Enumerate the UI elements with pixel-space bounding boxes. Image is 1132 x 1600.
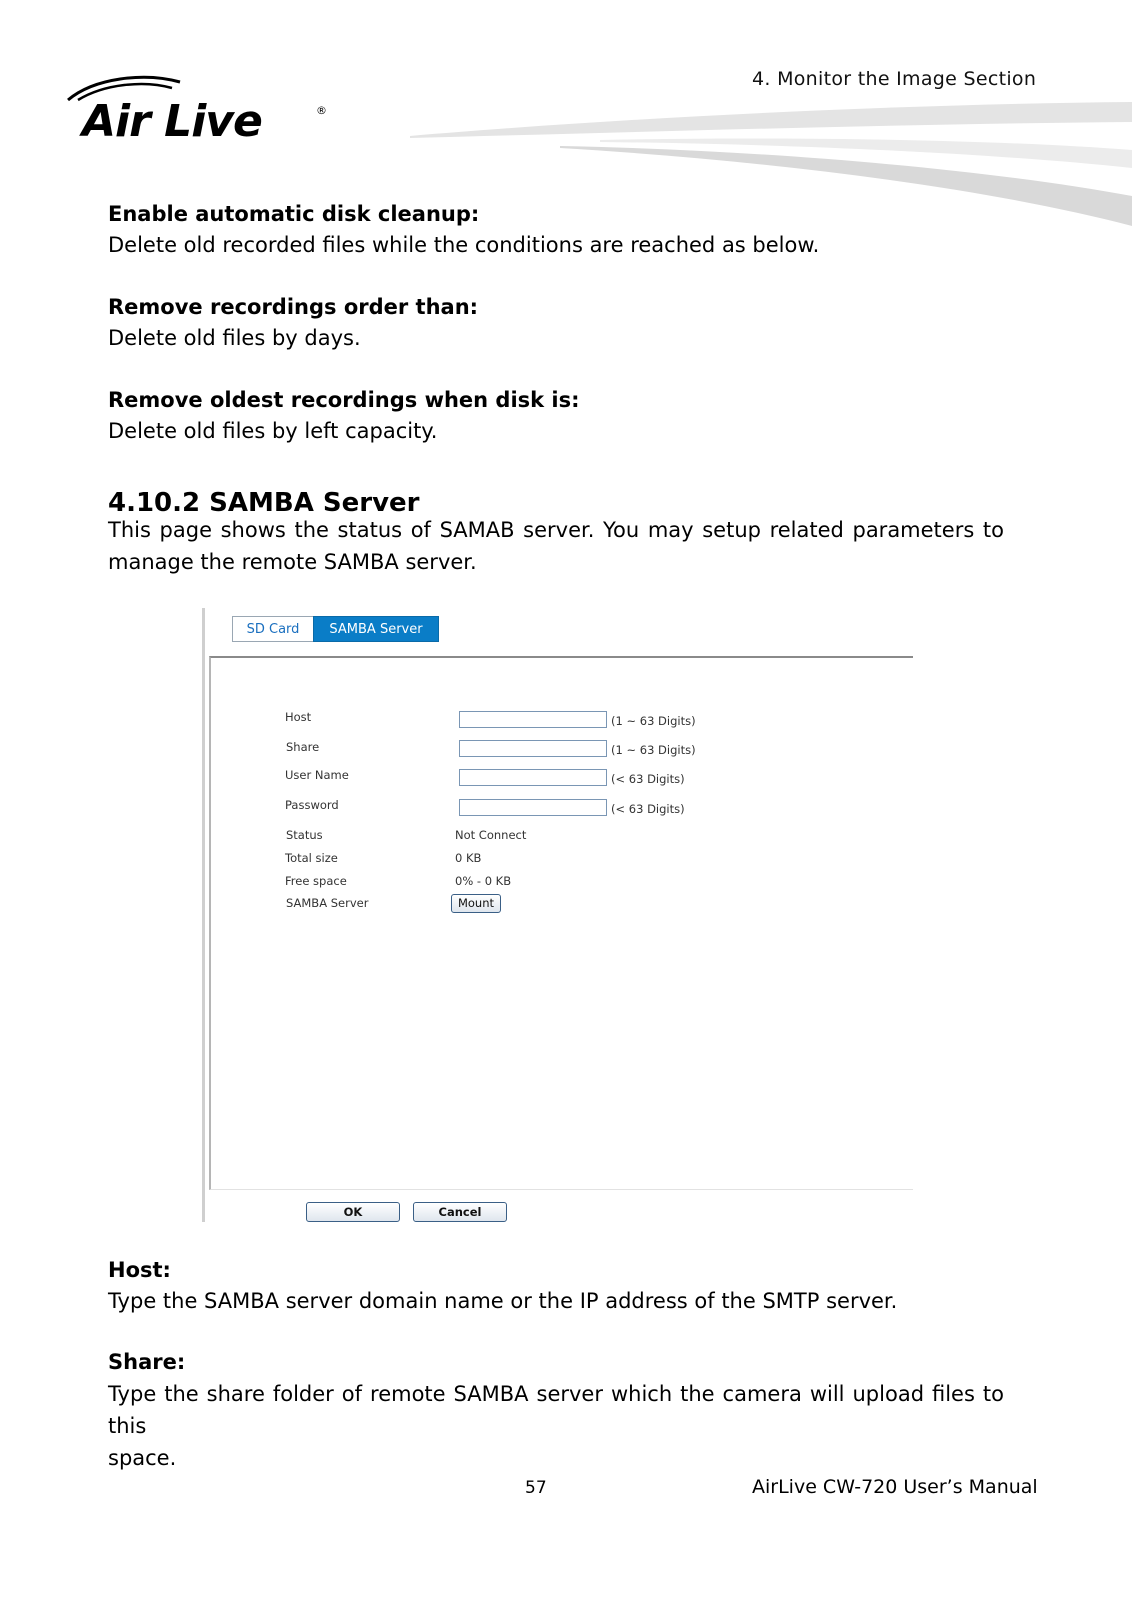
cleanup-term: Enable automatic disk cleanup: [108, 202, 480, 226]
remove-order-description: Delete old files by days. [108, 326, 361, 350]
chapter-heading: 4. Monitor the Image Section [752, 68, 1037, 90]
host-term: Host: [108, 1258, 171, 1282]
samba-description [108, 514, 1004, 578]
password-label: Password [285, 798, 339, 812]
share-hint: (1 ~ 63 Digits) [611, 743, 696, 757]
password-input[interactable] [459, 799, 607, 816]
free-space-label: Free space [285, 874, 347, 888]
samba-server-label: SAMBA Server [286, 896, 369, 910]
page-number: 57 [525, 1478, 547, 1498]
status-label: Status [286, 828, 323, 842]
host-description: Type the SAMBA server domain name or the IP address of the SMTP server. [108, 1289, 898, 1313]
free-space-value: 0% - 0 KB [455, 874, 512, 888]
tab-sd-card[interactable]: SD Card [232, 616, 314, 642]
username-input[interactable] [459, 769, 607, 786]
host-label: Host [285, 710, 312, 724]
share-term: Share: [108, 1350, 186, 1374]
section-title: 4.10.2 SAMBA Server [108, 488, 420, 518]
remove-oldest-term: Remove oldest recordings when disk is: [108, 388, 580, 412]
share-description [108, 1378, 1004, 1474]
cleanup-description: Delete old recorded files while the conditions are reached as below. [108, 233, 820, 257]
remove-order-term: Remove recordings order than: [108, 295, 479, 319]
manual-title: AirLive CW-720 User’s Manual [752, 1476, 1038, 1498]
samba-description-line2: manage the remote SAMBA server. [108, 550, 477, 574]
total-size-label: Total size [285, 851, 338, 865]
samba-settings-screenshot [202, 608, 922, 1224]
screenshot-border [202, 608, 205, 1222]
username-hint: (< 63 Digits) [611, 772, 685, 786]
password-hint: (< 63 Digits) [611, 802, 685, 816]
samba-description-line1: This page shows the status of SAMAB server. You may setup related parameters to [108, 518, 1004, 542]
share-input[interactable] [459, 740, 607, 757]
registered-mark: ® [316, 104, 327, 117]
share-label: Share [286, 740, 320, 754]
mount-button[interactable]: Mount [451, 894, 501, 913]
share-description-line2: space. [108, 1446, 177, 1470]
ok-button[interactable]: OK [306, 1202, 400, 1222]
share-description-line1: Type the share folder of remote SAMBA server which the camera will upload files to this [108, 1382, 1004, 1438]
tab-samba-server[interactable]: SAMBA Server [313, 616, 439, 642]
status-value: Not Connect [455, 828, 527, 842]
host-input[interactable] [459, 711, 607, 728]
cancel-button[interactable]: Cancel [413, 1202, 507, 1222]
host-hint: (1 ~ 63 Digits) [611, 714, 696, 728]
username-label: User Name [285, 768, 349, 782]
remove-oldest-description: Delete old files by left capacity. [108, 419, 438, 443]
total-size-value: 0 KB [455, 851, 482, 865]
airlive-logo-text: Air Live [82, 96, 262, 147]
settings-panel [209, 656, 913, 1190]
